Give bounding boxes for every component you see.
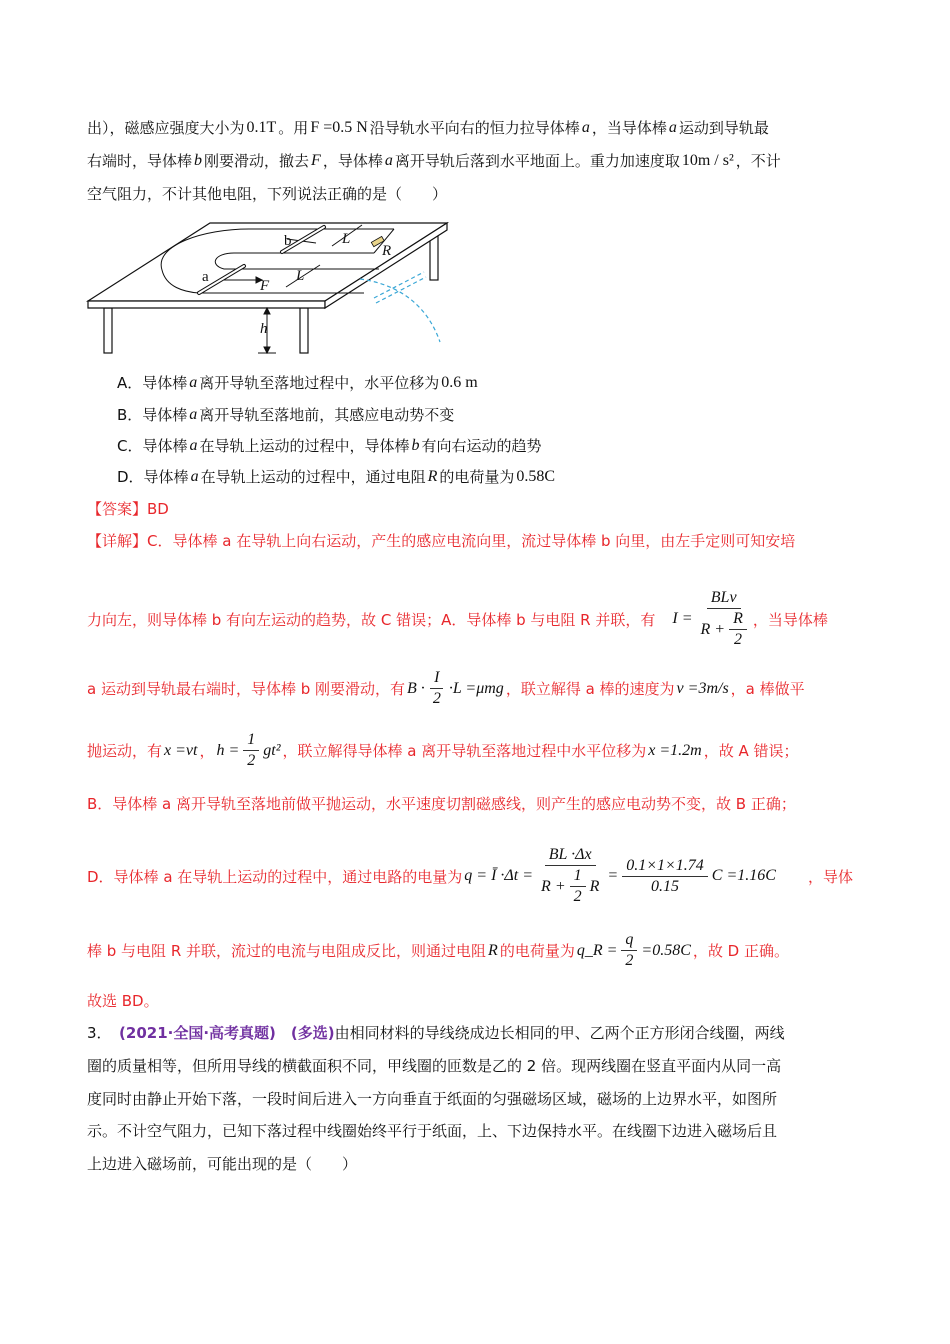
math-run: F xyxy=(311,151,321,169)
math-run: BL ·Δx xyxy=(548,846,592,863)
text-run: ，当导体棒 xyxy=(591,119,667,137)
denominator xyxy=(570,887,586,907)
table-leg xyxy=(300,308,308,353)
math-run: =0.58C xyxy=(641,941,691,959)
fraction xyxy=(729,609,747,650)
text-run: ，故 A 错误； xyxy=(703,742,799,760)
math-run: C =1.16C xyxy=(711,867,776,884)
math-run: I = xyxy=(672,610,693,627)
denominator xyxy=(647,877,683,897)
text-run: 离开导轨后落到水平地面上。重力加速度取 xyxy=(394,152,680,170)
text-run: C．导体棒 xyxy=(117,437,188,455)
text-run: D．导体棒 xyxy=(117,468,189,486)
text-run: 3． xyxy=(87,1024,120,1042)
text-run: A．导体棒 xyxy=(117,374,188,392)
math-run: BLv xyxy=(710,589,737,606)
math-run: q_R = xyxy=(576,941,618,959)
math-run: b xyxy=(194,151,203,169)
math-run: 10m / s² xyxy=(681,151,734,169)
math-run: a xyxy=(668,118,677,136)
text-line xyxy=(117,372,480,393)
text-run: a 运动到导轨最右端时，导体棒 b 刚要滑动，有 xyxy=(87,680,406,698)
text-line xyxy=(117,466,557,487)
label-h: h xyxy=(260,321,268,337)
text-run: 离开导轨至落地过程中，水平位移为 xyxy=(199,374,440,392)
math-run: 2 xyxy=(247,752,256,769)
math-run: R xyxy=(589,877,600,895)
math-run: q xyxy=(625,931,634,948)
table-leg xyxy=(430,235,438,280)
math-run: 0.15 xyxy=(651,877,679,895)
text-run: ，不计 xyxy=(735,152,781,170)
text-line xyxy=(87,183,447,204)
fraction xyxy=(570,866,586,907)
math-run: I xyxy=(434,669,440,686)
text-run: ，当导体棒 xyxy=(752,610,828,629)
math-run: a xyxy=(189,373,198,391)
numerator xyxy=(729,609,747,630)
text-line xyxy=(87,730,799,771)
math-run: 2 xyxy=(432,690,441,707)
math-run: B · xyxy=(407,679,425,697)
math-run: x =vt xyxy=(164,741,198,759)
label-F: F xyxy=(260,278,270,294)
text-run: ，导体 xyxy=(777,867,853,886)
text-run: 示。不计空气阻力，已知下落过程中线圈始终平行于纸面，上、下边保持水平。在线圈下边进入磁场后且 xyxy=(87,1122,778,1140)
math-run: a xyxy=(581,118,590,136)
table-leg xyxy=(104,308,112,353)
denominator xyxy=(730,630,746,650)
text-run: ， xyxy=(199,742,215,760)
numerator xyxy=(430,668,443,689)
math-run: R xyxy=(733,610,743,627)
math-run: a xyxy=(189,405,198,423)
text-line xyxy=(87,117,769,138)
text-run: 的电荷量为 xyxy=(439,468,515,486)
text-run: ，故 D 正确。 xyxy=(692,942,789,960)
text-run: 上边进入磁场前，可能出现的是（ ） xyxy=(87,1155,358,1173)
math-run: 0.58C xyxy=(516,467,556,485)
text-run: ，联立解得导体棒 a 离开导轨至落地过程中水平位移为 xyxy=(282,742,647,760)
fraction xyxy=(621,930,637,971)
label-L: L xyxy=(296,268,305,284)
numerator xyxy=(570,866,586,887)
text-run: 右端时，导体棒 xyxy=(87,152,193,170)
text-run: 的电荷量为 xyxy=(499,942,575,960)
math-run: h = xyxy=(216,741,240,759)
label-L: L xyxy=(342,231,351,247)
text-run: 力向左，则导体棒 b 有向左运动的趋势，故 C 错误；A．导体棒 b 与电阻 R 并联，有 xyxy=(87,610,671,629)
text-run: 出），磁感应强度大小为 xyxy=(87,119,245,137)
text-run: 在导轨上运动的过程中，导体棒 xyxy=(199,437,410,455)
fraction xyxy=(429,668,445,709)
text-run: 。用 xyxy=(278,119,309,137)
text-line xyxy=(87,1120,777,1141)
math-run: R xyxy=(427,467,438,485)
text-run: D．导体棒 a 在导轨上运动的过程中，通过电路的电量为 xyxy=(87,867,463,886)
text-line xyxy=(87,845,853,907)
math-run: gt² xyxy=(263,741,281,759)
text-line xyxy=(87,530,795,551)
text-line xyxy=(87,990,159,1011)
text-run: 沿导轨水平向右的恒力拉导体棒 xyxy=(369,119,580,137)
text-line xyxy=(87,793,796,814)
fraction xyxy=(696,588,750,650)
math-run: a xyxy=(189,436,198,454)
text-run: 离开导轨至落地前，其感应电动势不变 xyxy=(199,406,455,424)
text-run: ，联立解得 a 棒的速度为 xyxy=(505,680,675,698)
text-line xyxy=(87,588,828,650)
math-run: 0.1×1×1.74 xyxy=(626,856,704,874)
numerator xyxy=(707,588,741,609)
label-a: a xyxy=(202,269,209,285)
numerator xyxy=(622,856,708,877)
math-run: 0.6 m xyxy=(441,373,478,391)
text-run: 【详解】C．导体棒 a 在导轨上向右运动，产生的感应电流向里，流过导体棒 b 向里，由左手定则可知安培 xyxy=(87,532,796,550)
text-line xyxy=(87,1088,777,1109)
text-run: 刚要滑动，撤去 xyxy=(204,152,310,170)
math-run: x =1.2m xyxy=(648,741,702,759)
math-run: R + xyxy=(700,620,726,638)
math-run: ·L =μmg xyxy=(448,679,504,697)
text-line xyxy=(117,404,454,425)
math-run: a xyxy=(190,467,199,485)
text-line xyxy=(87,1153,357,1174)
trajectory-curve xyxy=(360,279,440,342)
text-line xyxy=(87,150,781,171)
label-R: R xyxy=(382,243,392,259)
text-line xyxy=(87,1022,785,1043)
math-run: 2 xyxy=(733,631,742,648)
denominator xyxy=(429,689,445,709)
text-run: 运动到导轨最 xyxy=(678,119,769,137)
denominator xyxy=(621,951,637,971)
text-run: 圈的质量相等，但所用导线的横截面积不同，甲线圈的匝数是乙的 2 倍。现两线圈在竖直平面内从同一高 xyxy=(87,1057,782,1075)
math-run: v =3m/s xyxy=(676,679,729,697)
numerator xyxy=(621,930,637,951)
text-run: B．导体棒 xyxy=(117,406,188,424)
fraction xyxy=(622,856,708,897)
text-line xyxy=(87,930,789,971)
table-edge xyxy=(88,301,325,308)
math-run: 2 xyxy=(625,952,634,969)
numerator xyxy=(545,845,596,866)
text-run: 【答案】BD xyxy=(87,500,169,518)
math-run: a xyxy=(384,151,393,169)
text-run: 抛运动，有 xyxy=(87,742,163,760)
text-run: 故选 BD。 xyxy=(87,992,159,1010)
math-run: F =0.5 N xyxy=(310,118,368,136)
label-b: b xyxy=(284,233,292,249)
text-run: 在导轨上运动的过程中，通过电阻 xyxy=(200,468,426,486)
math-run: 1 xyxy=(573,867,582,884)
denominator xyxy=(537,866,603,907)
text-line xyxy=(87,498,169,519)
denominator xyxy=(696,609,750,650)
denominator xyxy=(243,751,259,771)
math-run: 0.1T xyxy=(246,118,277,136)
text-run: ，a 棒做平 xyxy=(730,680,805,698)
math-run: 1 xyxy=(247,731,256,748)
math-run: R + xyxy=(541,877,566,895)
rail-table-diagram xyxy=(84,215,454,365)
math-run: b xyxy=(411,436,420,454)
text-run: 空气阻力，不计其他电阻，下列说法正确的是（ ） xyxy=(87,185,448,203)
text-line xyxy=(117,435,542,456)
text-run: ，导体棒 xyxy=(322,152,383,170)
numerator xyxy=(243,730,259,751)
text-run: B．导体棒 a 离开导轨至落地前做平抛运动，水平速度切割磁感线，则产生的感应电动势不变，故 B 正确； xyxy=(87,795,796,813)
math-run: = xyxy=(607,867,619,884)
text-line xyxy=(87,1055,781,1076)
math-run: q = Ī ·Δt = xyxy=(464,867,534,884)
text-run: 度同时由静止开始下落，一段时间后进入一方向垂直于纸面的匀强磁场区域，磁场的上边界水平，如图所 xyxy=(87,1090,778,1108)
text-run: 棒 b 与电阻 R 并联，流过的电流与电阻成反比，则通过电阻 xyxy=(87,942,487,960)
text-line xyxy=(87,668,805,709)
math-run: 2 xyxy=(573,888,582,905)
fraction xyxy=(537,845,603,907)
math-run: R xyxy=(488,941,498,959)
text-run: 由相同材料的导线绕成边长相同的甲、乙两个正方形闭合线圈，两线 xyxy=(334,1024,785,1042)
text-run: 有向右运动的趋势 xyxy=(421,437,542,455)
fraction xyxy=(243,730,259,771)
question-source: (2021·全国·高考真题) (多选) xyxy=(119,1024,335,1042)
